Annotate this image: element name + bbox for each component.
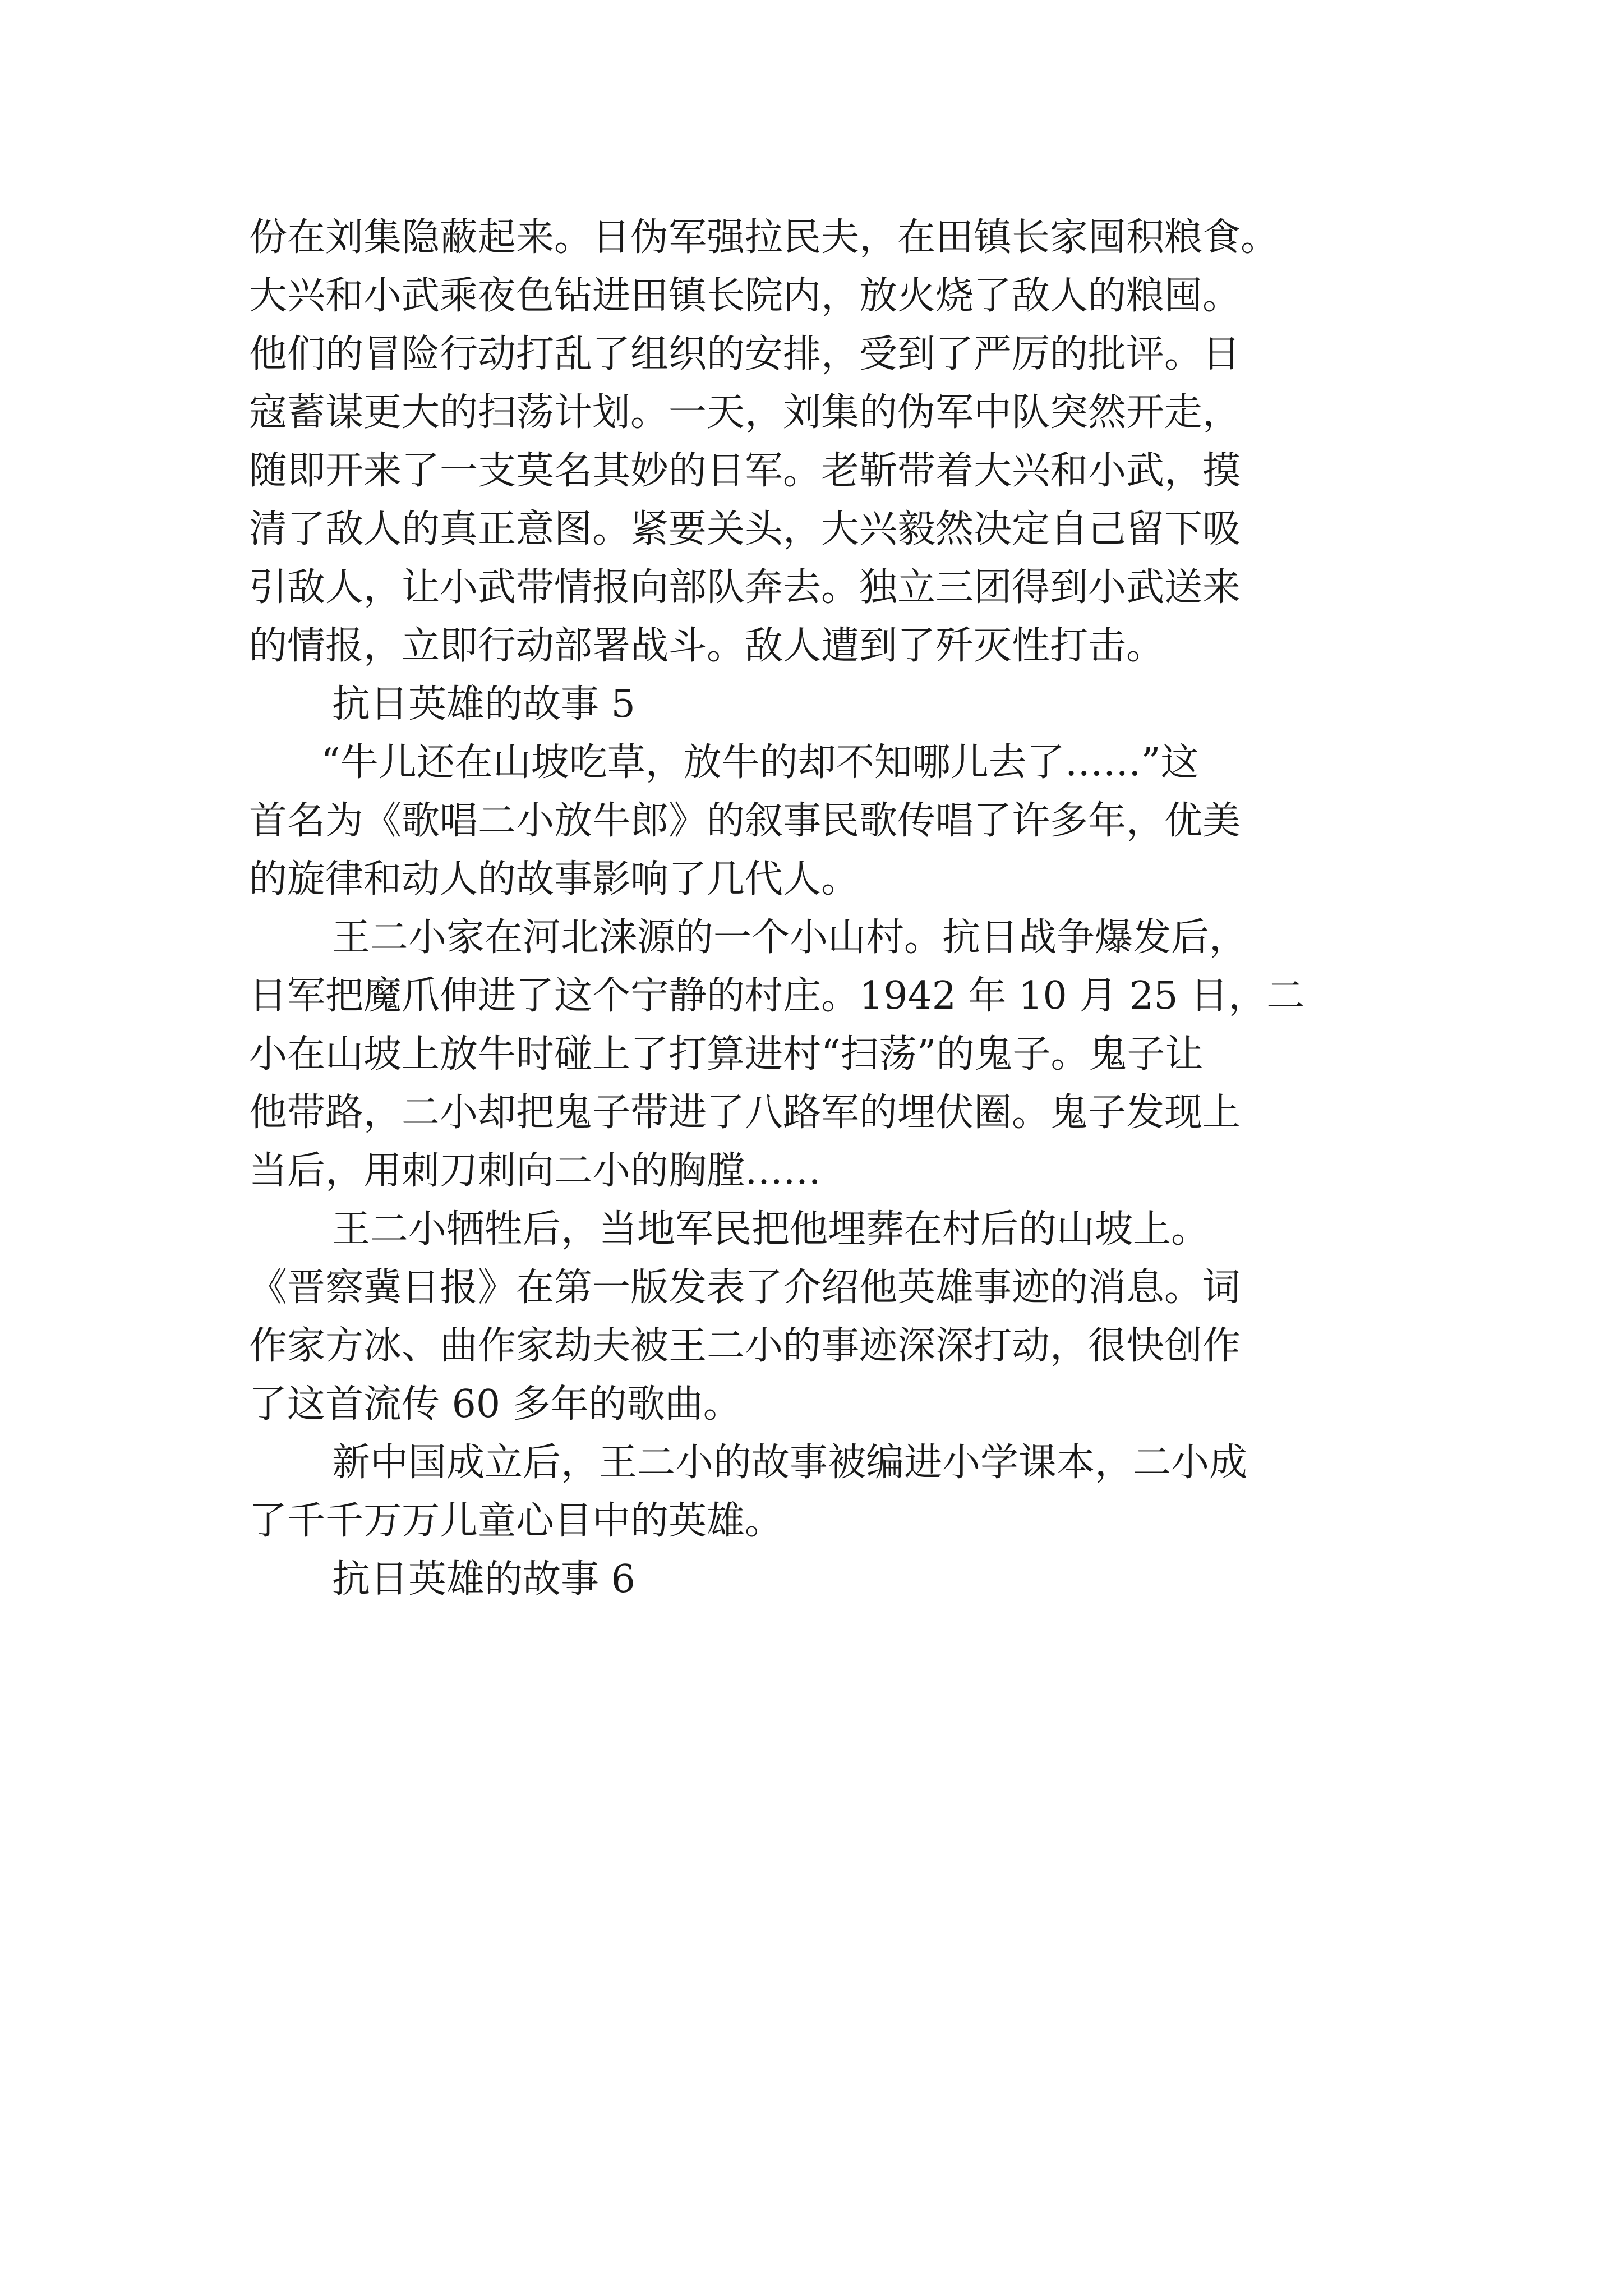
text-line: 《晋察冀日报》在第一版发表了介绍他英雄事迹的消息。词 [249, 1266, 1241, 1310]
text-line: 当后，用刺刀刺向二小的胸膛…… [249, 1149, 822, 1193]
text-line: 引敌人，让小武带情报向部队奔去。独立三团得到小武送来 [249, 565, 1241, 610]
text-line: 的情报，立即行动部署战斗。敌人遭到了歼灭性打击。 [249, 624, 1165, 668]
section-heading: 抗日英雄的故事 6 [332, 1557, 635, 1602]
text-line: 了这首流传 60 多年的歌曲。 [249, 1382, 741, 1427]
text-line: 王二小牺牲后，当地军民把他埋葬在村后的山坡上。 [332, 1207, 1210, 1251]
text-line: 王二小家在河北涞源的一个小山村。抗日战争爆发后， [332, 915, 1248, 960]
text-line: 新中国成立后，王二小的故事被编进小学课本，二小成 [332, 1441, 1248, 1485]
text-line: 清了敌人的真正意图。紧要关头，大兴毅然决定自己留下吸 [249, 507, 1241, 551]
text-line: 大兴和小武乘夜色钻进田镇长院内，放火烧了敌人的粮囤。 [249, 274, 1241, 318]
text-line: 首名为《歌唱二小放牛郎》的叙事民歌传唱了许多年，优美 [249, 799, 1241, 843]
text-line: 日军把魔爪伸进了这个宁静的村庄。1942 年 10 月 25 日，二 [249, 974, 1305, 1018]
text-line: 他们的冒险行动打乱了组织的安排，受到了严厉的批评。日 [249, 332, 1241, 376]
text-line: 他带路，二小却把鬼子带进了八路军的埋伏圈。鬼子发现上 [249, 1091, 1241, 1135]
text-line: 随即开来了一支莫名其妙的日军。老靳带着大兴和小武，摸 [249, 449, 1241, 493]
text-line: “牛儿还在山坡吃草，放牛的却不知哪儿去了……”这 [321, 740, 1199, 785]
text-line: 份在刘集隐蔽起来。日伪军强拉民夫，在田镇长家囤积粮食。 [249, 215, 1279, 260]
text-line: 了千千万万儿童心目中的英雄。 [249, 1499, 783, 1543]
text-line: 的旋律和动人的故事影响了几代人。 [249, 857, 860, 901]
text-line: 小在山坡上放牛时碰上了打算进村“扫荡”的鬼子。鬼子让 [249, 1032, 1204, 1076]
section-heading: 抗日英雄的故事 5 [332, 682, 635, 726]
text-line: 作家方冰、曲作家劫夫被王二小的事迹深深打动，很快创作 [249, 1324, 1241, 1368]
text-line: 寇蓄谋更大的扫荡计划。一天，刘集的伪军中队突然开走， [249, 390, 1241, 435]
document-body [249, 209, 1382, 1609]
